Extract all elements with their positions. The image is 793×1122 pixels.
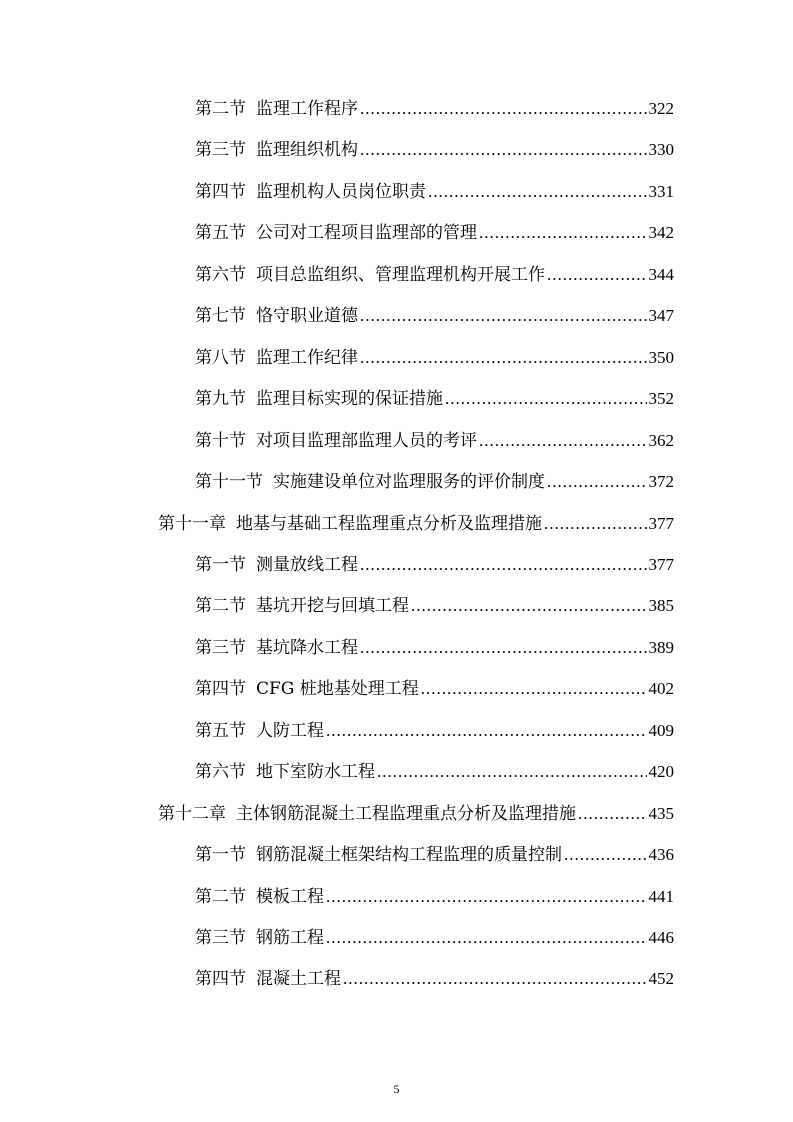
toc-entry-page: 350: [648, 347, 674, 367]
toc-entry-page: 402: [648, 679, 674, 699]
dot-leader: [411, 593, 647, 619]
toc-entry-page: 322: [648, 99, 674, 118]
dot-leader: [421, 676, 647, 702]
toc-entry-page: 452: [648, 969, 674, 989]
dot-leader: [547, 262, 647, 288]
toc-entry-number: 第二节: [195, 886, 246, 907]
dot-leader: [360, 96, 647, 122]
toc-section-entry[interactable]: [195, 676, 674, 702]
toc-entry-number: 第三节: [195, 637, 246, 658]
toc-entry-title: 人防工程: [256, 720, 324, 741]
toc-entry-title: 监理组织机构: [256, 140, 358, 161]
toc-entry-title: 基坑降水工程: [256, 637, 358, 658]
toc-entry-number: 第十一节: [195, 472, 263, 493]
toc-entry-title: 监理机构人员岗位职责: [256, 181, 426, 202]
toc-entry-number: 第八节: [195, 347, 246, 368]
toc-section-entry[interactable]: [195, 220, 674, 246]
toc-entry-title: 主体钢筋混凝土工程监理重点分析及监理措施: [236, 803, 576, 824]
toc-section-entry[interactable]: [195, 593, 674, 619]
toc-entry-page: 377: [648, 513, 674, 533]
toc-section-entry[interactable]: [195, 842, 674, 868]
toc-entry-number: 第一节: [195, 554, 246, 575]
toc-section-entry[interactable]: [195, 262, 674, 288]
toc-entry-title: 测量放线工程: [256, 554, 358, 575]
toc-entry-title: 钢筋混凝土框架结构工程监理的质量控制: [256, 845, 562, 866]
toc-entry-page: 385: [648, 596, 674, 616]
dot-leader: [428, 179, 647, 205]
toc-entry-title: 模板工程: [256, 886, 324, 907]
toc-entry-title: 监理工作纪律: [256, 347, 358, 368]
toc-entry-number: 第五节: [195, 223, 246, 244]
toc-entry-page: 446: [648, 928, 674, 947]
dot-leader: [445, 386, 647, 412]
dot-leader: [360, 303, 647, 329]
toc-entry-page: 352: [648, 389, 674, 409]
toc-entry-page: 377: [648, 554, 674, 574]
toc-entry-page: 420: [648, 762, 674, 782]
toc-entry-number: 第二节: [195, 596, 246, 617]
toc-section-entry[interactable]: [195, 386, 674, 412]
toc-section-entry[interactable]: [195, 759, 674, 785]
toc-section-entry[interactable]: [195, 137, 674, 163]
toc-entry-number: 第三节: [195, 140, 246, 161]
toc-section-entry[interactable]: [195, 345, 674, 371]
dot-leader: [564, 842, 647, 868]
toc-entry-title: 混凝土工程: [256, 969, 341, 990]
toc-section-entry[interactable]: [195, 552, 674, 578]
toc-entry-title: 地下室防水工程: [256, 762, 375, 783]
dot-leader: [360, 345, 647, 371]
toc-entry-number: 第四节: [195, 969, 246, 990]
toc-section-entry[interactable]: [195, 925, 674, 951]
dot-leader: [326, 884, 647, 910]
toc-entry-title: 实施建设单位对监理服务的评价制度: [273, 472, 545, 493]
toc-entry-page: 372: [648, 472, 674, 492]
toc-entry-number: 第十节: [195, 430, 246, 451]
dot-leader: [479, 428, 647, 454]
toc-entry-title: 监理工作程序: [256, 99, 358, 119]
dot-leader: [343, 966, 647, 992]
toc-entry-page: 331: [648, 181, 674, 201]
toc-chapter-entry[interactable]: [158, 511, 674, 537]
toc-entry-page: 389: [648, 637, 674, 657]
toc-section-entry[interactable]: [195, 884, 674, 910]
toc-entry-number: 第四节: [195, 679, 246, 700]
toc-entry-title: CFG 桩地基处理工程: [256, 679, 419, 700]
toc-entry-page: 435: [648, 803, 674, 823]
toc-entry-page: 347: [648, 306, 674, 326]
toc-entry-page: 342: [648, 223, 674, 243]
dot-leader: [360, 635, 647, 661]
toc-entry-number: 第四节: [195, 181, 246, 202]
toc-entry-page: 344: [648, 264, 674, 284]
toc-entry-title: 恪守职业道德: [256, 306, 358, 327]
toc-entry-title: 监理目标实现的保证措施: [256, 389, 443, 410]
toc-entry-title: 对项目监理部监理人员的考评: [256, 430, 477, 451]
toc-section-entry[interactable]: [195, 469, 674, 495]
dot-leader: [326, 925, 647, 951]
toc-entry-number: 第六节: [195, 264, 246, 285]
toc-section-entry[interactable]: [195, 303, 674, 329]
toc-section-entry[interactable]: [195, 179, 674, 205]
toc-entry-page: 409: [648, 720, 674, 740]
dot-leader: [326, 718, 647, 744]
toc-section-entry[interactable]: [195, 635, 674, 661]
toc-section-entry[interactable]: [195, 718, 674, 744]
toc-entry-number: 第一节: [195, 845, 246, 866]
toc-entry-number: 第九节: [195, 389, 246, 410]
dot-leader: [377, 759, 647, 785]
toc-entry-title: 地基与基础工程监理重点分析及监理措施: [236, 513, 542, 534]
toc-entry-number: 第三节: [195, 928, 246, 948]
dot-leader: [479, 220, 647, 246]
dot-leader: [578, 801, 647, 827]
toc-entry-page: 362: [648, 430, 674, 450]
toc-entry-title: 公司对工程项目监理部的管理: [256, 223, 477, 244]
page-number: 5: [393, 1082, 400, 1096]
toc-section-entry[interactable]: [195, 96, 674, 122]
toc-entry-number: 第二节: [195, 99, 246, 119]
dot-leader: [544, 511, 647, 537]
dot-leader: [547, 469, 647, 495]
toc-chapter-entry[interactable]: [158, 801, 674, 827]
toc-entry-number: 第七节: [195, 306, 246, 327]
toc-section-entry[interactable]: [195, 428, 674, 454]
toc-entry-number: 第五节: [195, 720, 246, 741]
toc-entry-page: 436: [648, 845, 674, 865]
toc-entry-title: 基坑开挖与回填工程: [256, 596, 409, 617]
toc-entry-page: 330: [648, 140, 674, 160]
toc-entry-number: 第十一章: [158, 513, 226, 534]
toc-section-entry[interactable]: [195, 966, 674, 992]
toc-entry-title: 项目总监组织、管理监理机构开展工作: [256, 264, 545, 285]
toc-entry-page: 441: [648, 886, 674, 906]
toc-entry-number: 第六节: [195, 762, 246, 783]
toc-entry-title: 钢筋工程: [256, 928, 324, 948]
dot-leader: [360, 137, 647, 163]
toc-entry-number: 第十二章: [158, 803, 226, 824]
dot-leader: [360, 552, 647, 578]
